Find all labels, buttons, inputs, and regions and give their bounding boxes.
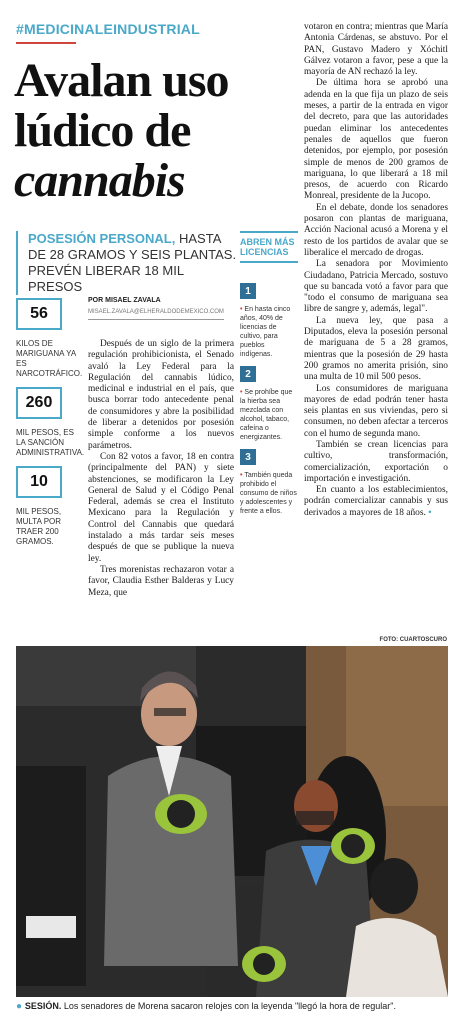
- stat-value: 260: [16, 387, 62, 419]
- stat-item: [16, 466, 78, 547]
- paragraph: Los consumidores de mariguana mayores de edad podrán tener hasta seis plantas en sus viviendas, pero si consumen, no deben afectar a terceros con el humo de segunda mano.: [304, 383, 448, 439]
- headline-line-2: lúdico de: [14, 104, 191, 157]
- paragraph: De última hora se aprobó una adenda en la que fija un plazo de seis meses, a partir de la entrada en vigor del decreto, para que las autoridades puedan eliminar los antecedentes penales de aquellos que fueron detenidos, por ejemplo, por posesión simple de menos de 200 gramos de mariguana, lo que liberará a 18 mil presos, de acuerdo con Ricardo Monreal, presidente de la Jucopo.: [304, 78, 448, 202]
- deck: [16, 231, 238, 295]
- section-rule: [16, 42, 76, 44]
- byline-email[interactable]: MISAEL.ZAVALA@ELHERALDODEMEXICO.COM: [88, 309, 224, 315]
- caption-text: Los senadores de Morena sacaron relojes con la leyenda "llegó la hora de regular".: [61, 1001, 396, 1011]
- headline-line-1: Avalan uso: [14, 54, 229, 107]
- paragraph: Después de un siglo de la primera regulación prohibicionista, el Senado avaló la Ley Federal para la Regulación del cannabis lúdico, medicinal e industrial en el país, que busca borrar todo antecedente penal de consumidores y abre la posibilidad de liberar a detenidos por posesión simple conforme a los nuevos parámetros.: [88, 339, 234, 451]
- caption-lead: SESIÓN.: [24, 1001, 62, 1011]
- byline-name: POR MISAEL ZAVALA: [88, 297, 161, 304]
- bullet-icon: •: [240, 306, 245, 313]
- paragraph: [304, 485, 448, 519]
- stat-item: [16, 298, 83, 379]
- photo-caption: [16, 1001, 448, 1012]
- paragraph: En el debate, donde los senadores posaron con plantas de mariguana, Acción Nacional acusó a Morena y el resto de los partidos de avalar que se liberalice el mercado de drogas.: [304, 202, 448, 258]
- sidebar-item: [240, 283, 298, 359]
- stats-column: [16, 298, 85, 555]
- stat-text: MIL PESOS, MULTA POR TRAER 200 GRAMOS.: [16, 507, 62, 546]
- deck-rest: HASTA DE 28 GRAMOS Y SEIS PLANTAS. PREVÉN LIBERAR 18 MIL PRESOS: [28, 231, 237, 294]
- sidebar-item-number: 3: [240, 449, 256, 465]
- sidebar-item-text: También queda prohibido el consumo de niños y adolescentes y frente a ellos.: [240, 472, 297, 515]
- paragraph: La senadora por Movimiento Ciudadano, Patricia Mercado, sostuvo que su bancada votó a favor para que "todo el consumo de mariguana sea libre de sangre y, además, legal".: [304, 259, 448, 315]
- paragraph: También se crean licencias para cultivo, transformación, comercialización, exportación o importación e investigación.: [304, 439, 448, 484]
- stat-value: 10: [16, 466, 62, 498]
- stat-item: [16, 387, 85, 458]
- sidebar-item: [240, 449, 298, 516]
- paragraph-text: En cuanto a los establecimientos, podrán comercializar cannabis y sus derivados a mayores de 18 años.: [304, 485, 448, 518]
- bullet-icon: ●: [16, 1001, 25, 1012]
- sidebar-box: [240, 231, 298, 523]
- sidebar-item: [240, 366, 298, 442]
- paragraph: La nueva ley, que pasa a Diputados, eleva la posesión personal de mariguana de 5 a 28 gramos, mientras que la posesión de 29 hasta 200 gramos no amerita prisión, sino una multa de 10 mil 500 pesos.: [304, 315, 448, 383]
- stat-text: MIL PESOS, ES LA SANCIÓN ADMINISTRATIVA.: [16, 428, 85, 457]
- bullet-icon: •: [240, 389, 245, 396]
- headline: [14, 56, 304, 206]
- paragraph: votaron en contra; mientras que María Antonia Cárdenas, se abstuvo. Por el PAN, Gustavo Madero y Xóchitl Gálvez votaron a favor, pese a que la mayoría de AN rechazó la ley.: [304, 22, 448, 78]
- sidebar-title: ABREN MÁS LICENCIAS: [240, 231, 298, 263]
- news-photo: [16, 646, 448, 997]
- byline: [88, 297, 224, 320]
- stat-text: KILOS DE MARIGUANA YA ES NARCOTRÁFICO.: [16, 339, 83, 378]
- sidebar-item-text: En hasta cinco años, 40% de licencias de cultivo, para pueblos indígenas.: [240, 306, 291, 358]
- headline-line-3: cannabis: [14, 154, 185, 207]
- article-column-1: [88, 339, 234, 599]
- sidebar-item-number: 2: [240, 366, 256, 382]
- paragraph: Con 82 votos a favor, 18 en contra (principalmente del PAN) y siete abstenciones, se modificaron la Ley General de Salud y el Código Penal Federal, además se crea el Instituto Mexicano para la Regulación y Control del Cannabis que quedará instalado a más tardar seis meses después de que se publique la nueva ley.: [88, 451, 234, 564]
- paragraph: Tres morenistas rechazaron votar a favor, Claudia Esther Balderas y Lucy Meza, que: [88, 564, 234, 598]
- bullet-icon: •: [240, 472, 245, 479]
- sidebar-item-number: 1: [240, 283, 256, 299]
- article-column-3: [304, 22, 448, 519]
- sidebar-item-text: Se prohíbe que la hierba sea mezclada con alcohol, tabaco, cafeína o energizantes.: [240, 389, 293, 441]
- section-tag: #MEDICINALEINDUSTRIAL: [16, 21, 200, 37]
- photo-credit: FOTO: CUARTOSCURO: [379, 637, 447, 643]
- deck-lead: POSESIÓN PERSONAL,: [28, 231, 176, 246]
- end-mark-icon: •: [428, 507, 432, 518]
- stat-value: 56: [16, 298, 62, 330]
